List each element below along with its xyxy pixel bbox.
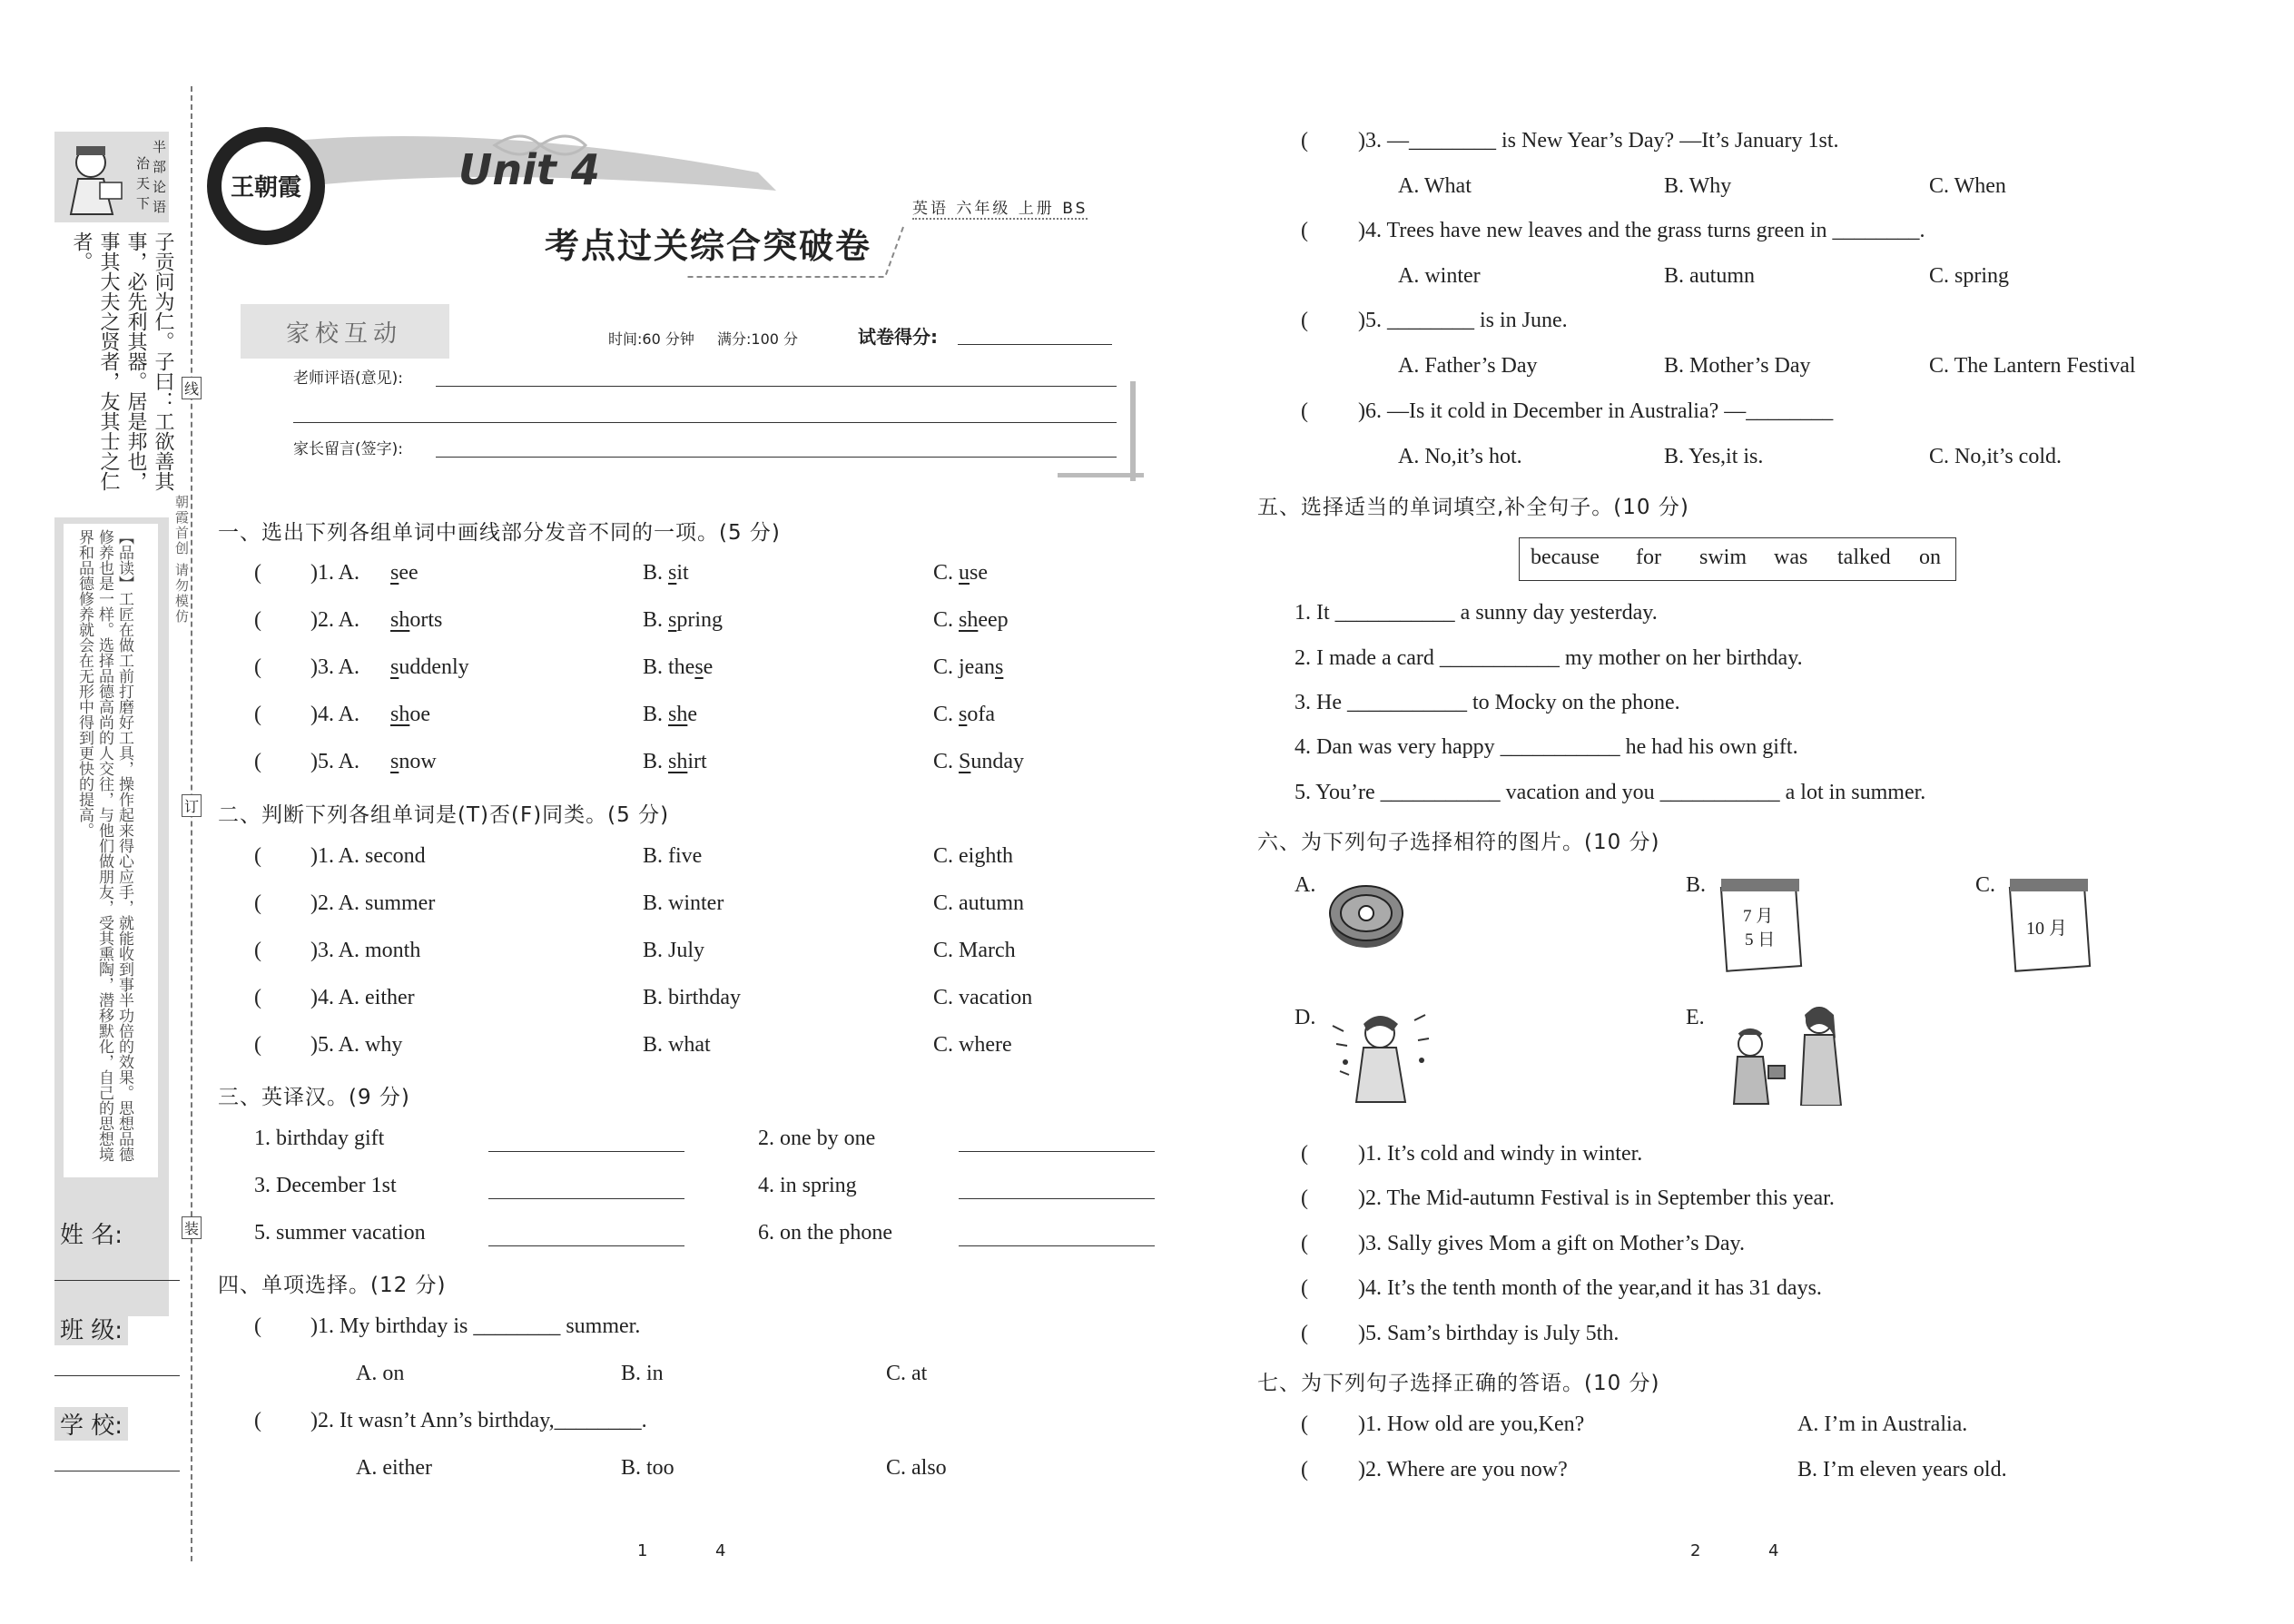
underlined-letters: sh <box>390 608 410 632</box>
s4-option-b: B. Mother’s Day <box>1664 354 1811 378</box>
option-b <box>643 561 689 586</box>
word-rest: orts <box>409 608 443 632</box>
answer-blank[interactable]: ( <box>1301 129 1308 153</box>
option-b <box>643 608 723 633</box>
underlined-letters: s <box>668 608 677 632</box>
s3-answer-line[interactable] <box>959 1198 1155 1199</box>
s2-q3 <box>254 939 1053 969</box>
option-c: C. March <box>933 939 1016 962</box>
motto-char: 部 <box>153 159 167 175</box>
answer-blank[interactable]: ( <box>254 750 261 773</box>
underlined-letters: S <box>959 750 971 773</box>
page-number-total: 4 <box>1768 1541 1779 1560</box>
word-rest: pring <box>676 608 724 632</box>
teacher-comment-line[interactable] <box>436 386 1117 387</box>
word-rest: e <box>687 703 698 726</box>
word-bank <box>1519 537 1956 581</box>
word-rest: now <box>399 750 437 773</box>
s4-option-a: A. winter <box>1398 264 1481 288</box>
calendar-day: 5 日 <box>1745 930 1776 950</box>
logo-text: 王朝霞 <box>231 174 302 201</box>
word-rest: e <box>703 655 714 679</box>
s4-option-a: A. What <box>1398 174 1472 198</box>
s3-item: 1. birthday gift <box>254 1127 385 1150</box>
word-rest: se <box>970 561 989 585</box>
s4-option-b: B. autumn <box>1664 264 1755 288</box>
reading-text <box>74 529 134 1165</box>
s4-option-c: C. at <box>886 1362 928 1385</box>
calendar-month: 7 月 <box>1743 907 1774 926</box>
section1-title: 一、选出下列各组单词中画线部分发音不同的一项。(5 分) <box>218 521 781 545</box>
exam-score-label: 试卷得分: <box>858 326 938 348</box>
s4-option-c: C. spring <box>1929 264 2010 288</box>
answer-blank[interactable]: ( <box>254 1033 261 1057</box>
s4-option-b: B. Why <box>1664 174 1732 198</box>
teacher-comment-line-2[interactable] <box>293 422 1117 423</box>
option-b: B. five <box>643 844 703 868</box>
cold-windy-person-icon <box>1327 1008 1436 1104</box>
underlined-letters: s <box>959 703 968 726</box>
s4-question: )1. My birthday is ________ summer. <box>310 1314 641 1338</box>
answer-blank[interactable]: ( <box>254 844 261 868</box>
s1-q5 <box>254 750 1053 781</box>
answer-blank[interactable]: ( <box>1301 399 1308 423</box>
class-field[interactable] <box>54 1312 182 1384</box>
school-label: 学 校: <box>54 1407 128 1441</box>
option-a: )1. A. second <box>310 844 426 868</box>
score-label: 满分:100 分 <box>717 330 799 348</box>
answer-blank[interactable]: ( <box>254 561 261 585</box>
option-a: )3. A. month <box>310 939 421 962</box>
s3-item: 2. one by one <box>758 1127 876 1150</box>
s6-item: )5. Sam’s birthday is July 5th. <box>1358 1322 1620 1345</box>
answer-blank[interactable]: ( <box>254 939 261 962</box>
word-bank-item: swim <box>1699 546 1748 569</box>
s2-q1 <box>254 844 1053 875</box>
motto-char: 论 <box>153 179 167 195</box>
s3-answer-line[interactable] <box>488 1245 684 1246</box>
sidebar-quote: 子贡问为仁。子曰：工欲善其事，必先利其器。居是邦也，事其大夫之贤者，友其士之仁者。 <box>70 231 174 491</box>
s3-answer-line[interactable] <box>959 1245 1155 1246</box>
home-school-label: 家校互动 <box>286 320 403 348</box>
s3-item: 6. on the phone <box>758 1221 892 1245</box>
question-number: )4. A. <box>310 703 359 726</box>
unit-title: Unit 4 <box>458 145 600 194</box>
s1-q2 <box>254 608 1053 639</box>
underlined-letters: s <box>390 561 399 585</box>
reading-body: 工匠在做工前打磨好工具，操作起来得心应手，就能收到事半功倍的效果。思想品德修养也是一样。选择品德高尚的人交往，与他们做朋友，受其熏陶，潜移默化，自己的思想境界和品德修养就会在无形中得到更快的提高。 <box>75 529 133 1162</box>
question-number: )2. A. <box>310 608 359 632</box>
frame-bar-h <box>1058 473 1144 477</box>
class-line <box>54 1375 180 1376</box>
paper-title: 考点过关综合突破卷 <box>545 228 872 266</box>
underlined-letters: s <box>694 655 704 679</box>
answer-blank[interactable]: ( <box>1301 1322 1308 1345</box>
s5-item[interactable]: 5. You’re ___________ vacation and you ___________ a lot in summer. <box>1295 781 1926 804</box>
s3-item: 5. summer vacation <box>254 1221 426 1245</box>
cut-mark: 装 <box>182 1216 202 1239</box>
section7-title: 七、为下列句子选择正确的答语。(10 分) <box>1257 1372 1660 1395</box>
cut-line <box>191 86 192 1561</box>
s4-option-a: A. Father’s Day <box>1398 354 1538 378</box>
option-a: )2. A. summer <box>310 891 436 915</box>
sidebar <box>54 132 174 1189</box>
mooncake-icon <box>1327 879 1405 951</box>
s1-q1 <box>254 561 1053 592</box>
option-a: )4. A. either <box>310 986 415 1009</box>
word-pre: C. <box>933 750 960 773</box>
picture-label: B. <box>1686 873 1707 897</box>
underlined-letters: sh <box>668 750 688 773</box>
reading-title: 【品读】 <box>115 529 133 591</box>
s4-question: )5. ________ is in June. <box>1358 309 1568 332</box>
option-b: B. what <box>643 1033 711 1057</box>
page-number: 1 <box>637 1541 648 1560</box>
class-label: 班 级: <box>54 1312 128 1345</box>
answer-blank[interactable]: ( <box>254 608 261 632</box>
option-c <box>933 703 995 727</box>
s5-item[interactable]: 4. Dan was very happy ___________ he had his own gift. <box>1295 735 1798 759</box>
question-number: )1. A. <box>310 561 359 585</box>
motto-char: 语 <box>153 199 167 215</box>
word-rest: eep <box>978 608 1009 632</box>
s3-answer-line[interactable] <box>488 1198 684 1199</box>
calendar-october-icon <box>2006 879 2092 969</box>
word-pre: B. the <box>643 655 695 679</box>
option-a <box>390 561 418 586</box>
page-number-total: 4 <box>715 1541 726 1560</box>
name-field[interactable] <box>54 1216 182 1289</box>
word-rest: ee <box>399 561 418 585</box>
answer-blank[interactable]: ( <box>254 703 261 726</box>
answer-blank[interactable]: ( <box>1301 1458 1308 1481</box>
word-rest: it <box>676 561 689 585</box>
answer-blank[interactable]: ( <box>1301 1186 1308 1210</box>
s4-option-c: C. also <box>886 1456 947 1480</box>
option-a <box>390 608 442 633</box>
s6-item: )4. It’s the tenth month of the year,and it has 31 days. <box>1358 1276 1822 1300</box>
s4-option-b: B. in <box>621 1362 664 1385</box>
calendar-month: 10 月 <box>2026 919 2067 939</box>
time-label: 时间:60 分钟 <box>608 330 694 348</box>
gift-giving-icon <box>1718 1002 1854 1106</box>
word-rest: unday <box>970 750 1025 773</box>
underlined-letters: s <box>390 655 399 679</box>
option-a <box>390 655 469 680</box>
calendar-top <box>2010 879 2088 891</box>
s4-option-b: B. Yes,it is. <box>1664 445 1764 468</box>
word-pre: B. <box>643 703 669 726</box>
underlined-letters: s <box>390 750 399 773</box>
subject-tag: 英语 六年级 上册 BS <box>912 195 1088 220</box>
answer-blank[interactable]: ( <box>254 891 261 915</box>
word-pre: C. <box>933 703 960 726</box>
option-c <box>933 561 988 586</box>
underlined-letters: sh <box>959 608 979 632</box>
parent-comment-label: 家长留言(签字): <box>293 440 403 458</box>
word-pre: C. <box>933 561 960 585</box>
answer-blank[interactable]: ( <box>254 986 261 1009</box>
option-b <box>643 655 713 680</box>
s5-item[interactable]: 2. I made a card ___________ my mother on her birthday. <box>1295 646 1803 670</box>
s4-option-b: B. too <box>621 1456 674 1480</box>
motto-char: 下 <box>136 195 151 212</box>
s4-option-c: C. No,it’s cold. <box>1929 445 2063 468</box>
word-rest: uddenly <box>399 655 469 679</box>
answer-blank[interactable]: ( <box>1301 219 1308 242</box>
option-a: )5. A. why <box>310 1033 403 1057</box>
answer-blank[interactable]: ( <box>1301 1142 1308 1166</box>
section6-title: 六、为下列句子选择相符的图片。(10 分) <box>1257 831 1660 854</box>
s1-q3 <box>254 655 1053 686</box>
s3-item: 3. December 1st <box>254 1174 397 1197</box>
option-c <box>933 750 1024 774</box>
s5-item[interactable]: 1. It ___________ a sunny day yesterday. <box>1295 601 1658 625</box>
teacher-comment-label: 老师评语(意见): <box>293 369 403 388</box>
answer-blank[interactable]: ( <box>1301 309 1308 332</box>
option-b: B. July <box>643 939 705 962</box>
s5-item[interactable]: 3. He ___________ to Mocky on the phone. <box>1295 691 1680 714</box>
name-label: 姓 名: <box>54 1216 128 1250</box>
underlined-letters: s <box>668 561 677 585</box>
motto-char: 半 <box>153 139 167 155</box>
motto-char: 治 <box>136 155 151 172</box>
option-b <box>643 750 707 774</box>
motto-char: 天 <box>136 175 151 192</box>
picture-label: D. <box>1295 1006 1316 1029</box>
underlined-letters: u <box>959 561 970 585</box>
s3-answer-line[interactable] <box>488 1151 684 1152</box>
option-c: C. eighth <box>933 844 1013 868</box>
s2-q5 <box>254 1033 1053 1064</box>
option-b: B. birthday <box>643 986 741 1009</box>
word-pre: C. jean <box>933 655 995 679</box>
s6-item: )2. The Mid-autumn Festival is in September this year. <box>1358 1186 1835 1210</box>
option-c: C. autumn <box>933 891 1024 915</box>
section5-title: 五、选择适当的单词填空,补全句子。(10 分) <box>1257 496 1689 519</box>
s7-question: )2. Where are you now? <box>1358 1458 1568 1481</box>
question-number: )3. A. <box>310 655 359 679</box>
s6-item: )1. It’s cold and windy in winter. <box>1358 1142 1643 1166</box>
s2-q4 <box>254 986 1053 1017</box>
s3-answer-line[interactable] <box>959 1151 1155 1152</box>
section3-title: 三、英译汉。(9 分) <box>218 1086 410 1109</box>
scholar-figure-icon <box>58 137 131 219</box>
option-c: C. vacation <box>933 986 1033 1009</box>
option-b <box>643 703 697 727</box>
home-school-box <box>241 304 1144 486</box>
option-b: B. winter <box>643 891 724 915</box>
picture-label: A. <box>1295 873 1316 897</box>
question-number: )5. A. <box>310 750 359 773</box>
s1-q4 <box>254 703 1053 733</box>
word-bank-item: on <box>1919 546 1941 569</box>
s7-answer: B. I’m eleven years old. <box>1797 1458 2007 1481</box>
word-bank-item: for <box>1636 546 1661 569</box>
motto <box>134 135 167 221</box>
s4-option-a: A. No,it’s hot. <box>1398 445 1522 468</box>
calendar-july-icon <box>1718 879 1803 969</box>
s4-option-a: A. on <box>356 1362 405 1385</box>
answer-blank[interactable]: ( <box>254 655 261 679</box>
logo-badge <box>207 127 325 245</box>
parent-comment-line[interactable] <box>436 457 1117 458</box>
answer-blank[interactable]: ( <box>254 1314 261 1338</box>
exam-score-line[interactable] <box>958 344 1112 345</box>
frame-bar-v <box>1130 381 1136 481</box>
s3-item: 4. in spring <box>758 1174 857 1197</box>
s4-question: )2. It wasn’t Ann’s birthday,________. <box>310 1409 647 1432</box>
page-number: 2 <box>1690 1541 1701 1560</box>
copyright-note: 朝霞首创 请勿模仿 <box>173 495 190 625</box>
calendar-top <box>1721 879 1799 891</box>
section2-title: 二、判断下列各组单词是(T)否(F)同类。(5 分) <box>218 803 670 827</box>
answer-blank[interactable]: ( <box>1301 1232 1308 1255</box>
word-rest: irt <box>687 750 707 773</box>
s4-question: )3. —________ is New Year’s Day? —It’s January 1st. <box>1358 129 1839 153</box>
s6-item: )3. Sally gives Mom a gift on Mother’s Day. <box>1358 1232 1745 1255</box>
picture-label: E. <box>1686 1006 1705 1029</box>
word-pre: B. <box>643 561 669 585</box>
s2-q2 <box>254 891 1053 922</box>
cut-mark: 线 <box>182 377 202 399</box>
s4-question: )4. Trees have new leaves and the grass turns green in ________. <box>1358 219 1925 242</box>
word-bank-item: was <box>1774 546 1808 569</box>
s7-answer: A. I’m in Australia. <box>1797 1412 1968 1436</box>
answer-blank[interactable]: ( <box>254 1409 261 1432</box>
underlined-letters: sh <box>668 703 688 726</box>
picture-label: C. <box>1975 873 1996 897</box>
option-a <box>390 750 437 774</box>
word-pre: C. <box>933 608 960 632</box>
school-field[interactable] <box>54 1407 182 1480</box>
word-rest: ofa <box>967 703 996 726</box>
section4-title: 四、单项选择。(12 分) <box>218 1274 447 1297</box>
word-bank-item: because <box>1531 546 1600 569</box>
option-a <box>390 703 430 727</box>
s4-option-c: C. The Lantern Festival <box>1929 354 2136 378</box>
option-c <box>933 608 1009 633</box>
s4-question: )6. —Is it cold in December in Australia? —________ <box>1358 399 1834 423</box>
underlined-letters: sh <box>390 703 410 726</box>
name-line <box>54 1280 180 1281</box>
word-rest: oe <box>409 703 430 726</box>
word-bank-item: talked <box>1837 546 1891 569</box>
word-pre: B. <box>643 750 669 773</box>
s7-question: )1. How old are you,Ken? <box>1358 1412 1585 1436</box>
s4-option-c: C. When <box>1929 174 2006 198</box>
answer-blank[interactable]: ( <box>1301 1412 1308 1436</box>
option-c: C. where <box>933 1033 1012 1057</box>
word-pre: B. <box>643 608 669 632</box>
option-c <box>933 655 1003 680</box>
s4-option-a: A. either <box>356 1456 432 1480</box>
answer-blank[interactable]: ( <box>1301 1276 1308 1300</box>
underlined-letters: s <box>994 655 1004 679</box>
cut-mark: 订 <box>182 794 202 817</box>
